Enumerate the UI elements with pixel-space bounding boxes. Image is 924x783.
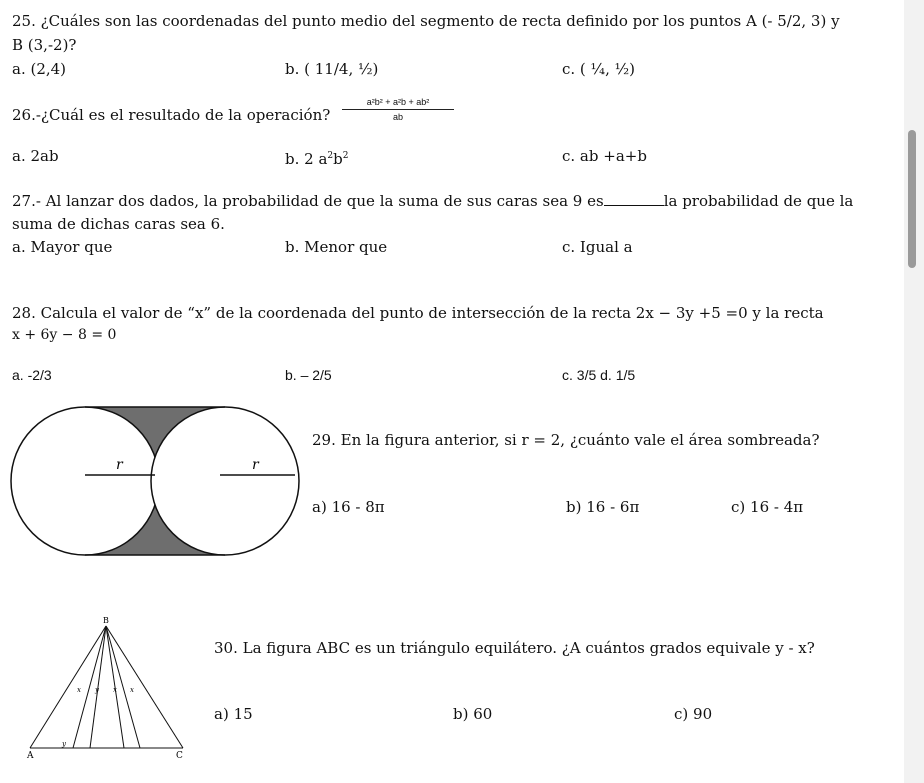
q30-option-a: a) 15: [214, 705, 253, 723]
q28-option-a: a. -2/3: [12, 367, 52, 383]
q26-option-b-prefix: b. 2 a: [285, 150, 328, 168]
q25-option-b: b. ( 11/4, ½): [285, 60, 379, 78]
q26-option-b-mid: b: [333, 150, 343, 168]
q28-text-line2: x + 6y − 8 = 0: [12, 327, 117, 343]
q26-text: 26.-¿Cuál es el resultado de la operación?: [12, 106, 331, 124]
q29-label-r2: r: [252, 457, 259, 473]
q27-option-b: b. Menor que: [285, 238, 388, 256]
q28-option-b: b. – 2/5: [285, 367, 332, 383]
q26-fraction: [342, 97, 454, 122]
q25-option-a: a. (2,4): [12, 60, 67, 78]
q29-circles-figure: [0, 405, 310, 565]
q30-side-bc: [106, 626, 183, 748]
q27-text-line1b: la probabilidad de que la: [663, 192, 854, 210]
q26-numerator: a²b² + a²b + ab²: [342, 97, 454, 110]
q30-vertex-a: A: [27, 751, 34, 761]
q27-text-line2: suma de dichas caras sea 6.: [12, 215, 225, 233]
q25-text-line2: B (3,-2)?: [12, 36, 77, 54]
q29-option-a: a) 16 - 8π: [312, 498, 385, 516]
q29-label-r1: r: [116, 457, 123, 473]
q30-angle-x2: x: [113, 686, 117, 694]
scrollbar-thumb[interactable]: [908, 130, 916, 268]
q30-vertex-b: B: [103, 616, 109, 625]
q30-option-b: b) 60: [453, 705, 493, 723]
q26-denominator: ab: [392, 112, 403, 122]
q25-text-line1: 25. ¿Cuáles son las coordenadas del punto medio del segmento de recta definido por los puntos A (- 5/2, 3) y: [12, 12, 840, 30]
q27-text-line1: [12, 192, 853, 210]
q26-option-a: a. 2ab: [12, 147, 59, 165]
q28-option-c: c. 3/5 d. 1/5: [562, 367, 636, 383]
q26-option-c: c. ab +a+b: [562, 147, 647, 165]
scrollbar-track[interactable]: [904, 0, 924, 783]
q30-angle-y2: y: [62, 740, 66, 748]
q29-option-b: b) 16 - 6π: [566, 498, 640, 516]
q29-right-circle: [151, 407, 299, 555]
q27-blank: [604, 193, 664, 206]
q28-text-line1: 28. Calcula el valor de “x” de la coordenada del punto de intersección de la recta 2x − 3y +5 =0 y la recta: [12, 304, 824, 322]
q26-option-b: b. 2 $a^2b^2$: [285, 150, 349, 168]
q29-question: 29. En la figura anterior, si r = 2, ¿cuánto vale el área sombreada?: [312, 431, 820, 449]
q30-angle-x1: x: [77, 686, 81, 694]
q27-option-a: a. Mayor que: [12, 238, 113, 256]
q30-cevian-4: [106, 626, 140, 748]
q30-vertex-c: C: [176, 751, 183, 761]
q30-question: 30. La figura ABC es un triángulo equilátero. ¿A cuántos grados equivale y - x?: [214, 639, 815, 657]
q27-text-line1a: 27.- Al lanzar dos dados, la probabilidad de que la suma de sus caras sea 9 es: [12, 192, 604, 210]
q30-triangle-figure: [0, 612, 200, 772]
q29-option-c: c) 16 - 4π: [731, 498, 804, 516]
q30-angle-x3: x: [130, 686, 134, 694]
q30-angle-y1: y: [95, 686, 99, 694]
q27-option-c: c. Igual a: [562, 238, 633, 256]
q30-option-c: c) 90: [674, 705, 713, 723]
q29-left-circle: [11, 407, 159, 555]
q25-option-c: c. ( ¼, ½): [562, 60, 636, 78]
